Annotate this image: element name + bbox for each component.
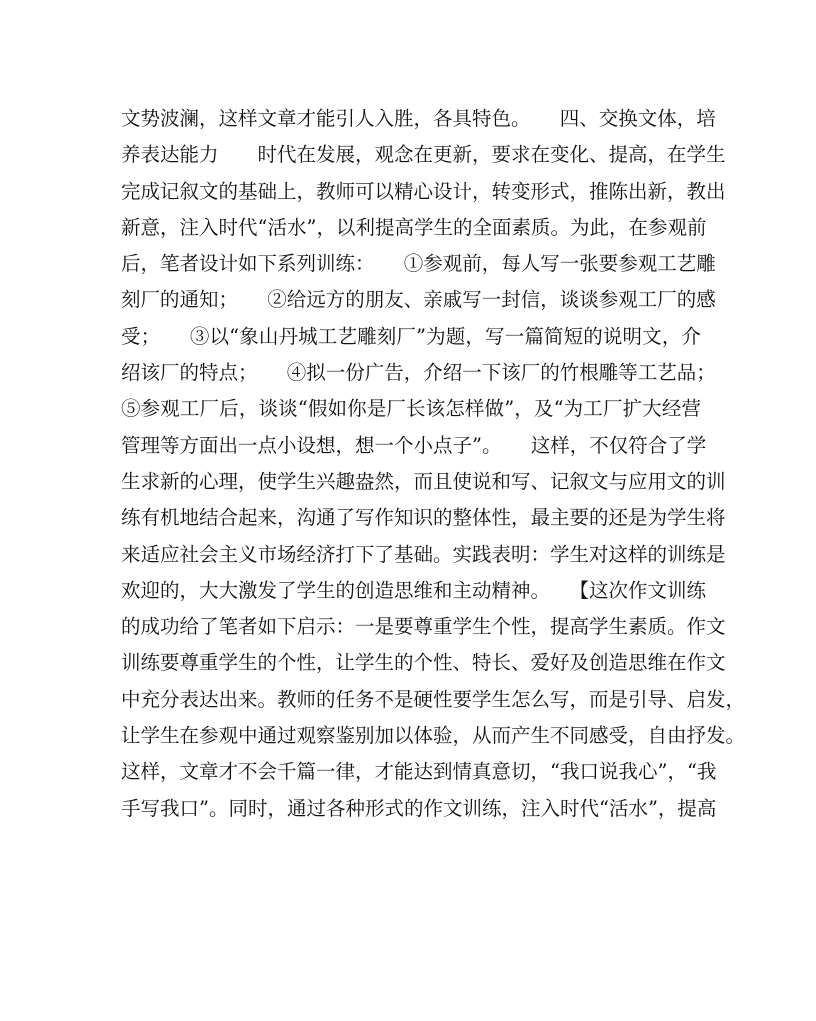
- text-line: 这样，文章才不会千篇一律，才能达到情真意切，“我口说我心”，“我: [121, 760, 717, 784]
- text-line: 绍该厂的特点； ④拟一份广告，介绍一下该厂的竹根雕等工艺品；: [121, 361, 716, 385]
- body-text: [121, 101, 746, 827]
- text-line: 文势波澜，这样文章才能引人入胜，各具特色。 四、交换文体，培: [121, 107, 716, 130]
- text-line: 生求新的心理，使学生兴趣盎然，而且使说和写、记叙文与应用文的训: [121, 469, 726, 493]
- text-line: 完成记叙文的基础上，教师可以精心设计，转变形式，推陈出新，教出: [121, 179, 726, 203]
- text-line: ⑤参观工厂后，谈谈“假如你是厂长该怎样做”，及“为工厂扩大经营: [121, 397, 701, 421]
- text-line: 欢迎的，大大激发了学生的创造思维和主动精神。 【这次作文训练: [121, 578, 707, 602]
- text-line: 中充分表达出来。教师的任务不是硬性要学生怎么写，而是引导、启发，: [121, 687, 746, 711]
- text-line: 新意，注入时代“活水”，以利提高学生的全面素质。为此，在参观前: [121, 215, 707, 239]
- text-line: 训练要尊重学生的个性，让学生的个性、特长、爱好及创造思维在作文: [121, 651, 726, 675]
- text-line: 刻厂的通知； ②给远方的朋友、亲戚写一封信，谈谈参观工厂的感: [121, 288, 716, 312]
- text-line: 手写我口”。同时，通过各种形式的作文训练，注入时代“活水”，提高: [121, 796, 717, 820]
- text-line: 养表达能力 时代在发展，观念在更新，要求在变化、提高，在学生: [121, 143, 726, 167]
- text-line: 让学生在参观中通过观察鉴别加以体验，从而产生不同感受，自由抒发。: [121, 724, 746, 748]
- text-line: 受； ③以“象山丹城工艺雕刻厂”为题，写一篇简短的说明文，介: [121, 324, 701, 348]
- text-line: 练有机地结合起来，沟通了写作知识的整体性，最主要的还是为学生将: [121, 506, 726, 530]
- text-line: 来适应社会主义市场经济打下了基础。实践表明：学生对这样的训练是: [121, 542, 726, 566]
- text-line: 的成功给了笔者如下启示：一是要尊重学生个性，提高学生素质。作文: [121, 615, 726, 639]
- text-line: 管理等方面出一点小设想，想一个小点子”。 这样，不仅符合了学: [121, 433, 707, 457]
- text-line: 后，笔者设计如下系列训练： ①参观前，每人写一张要参观工艺雕: [121, 252, 716, 276]
